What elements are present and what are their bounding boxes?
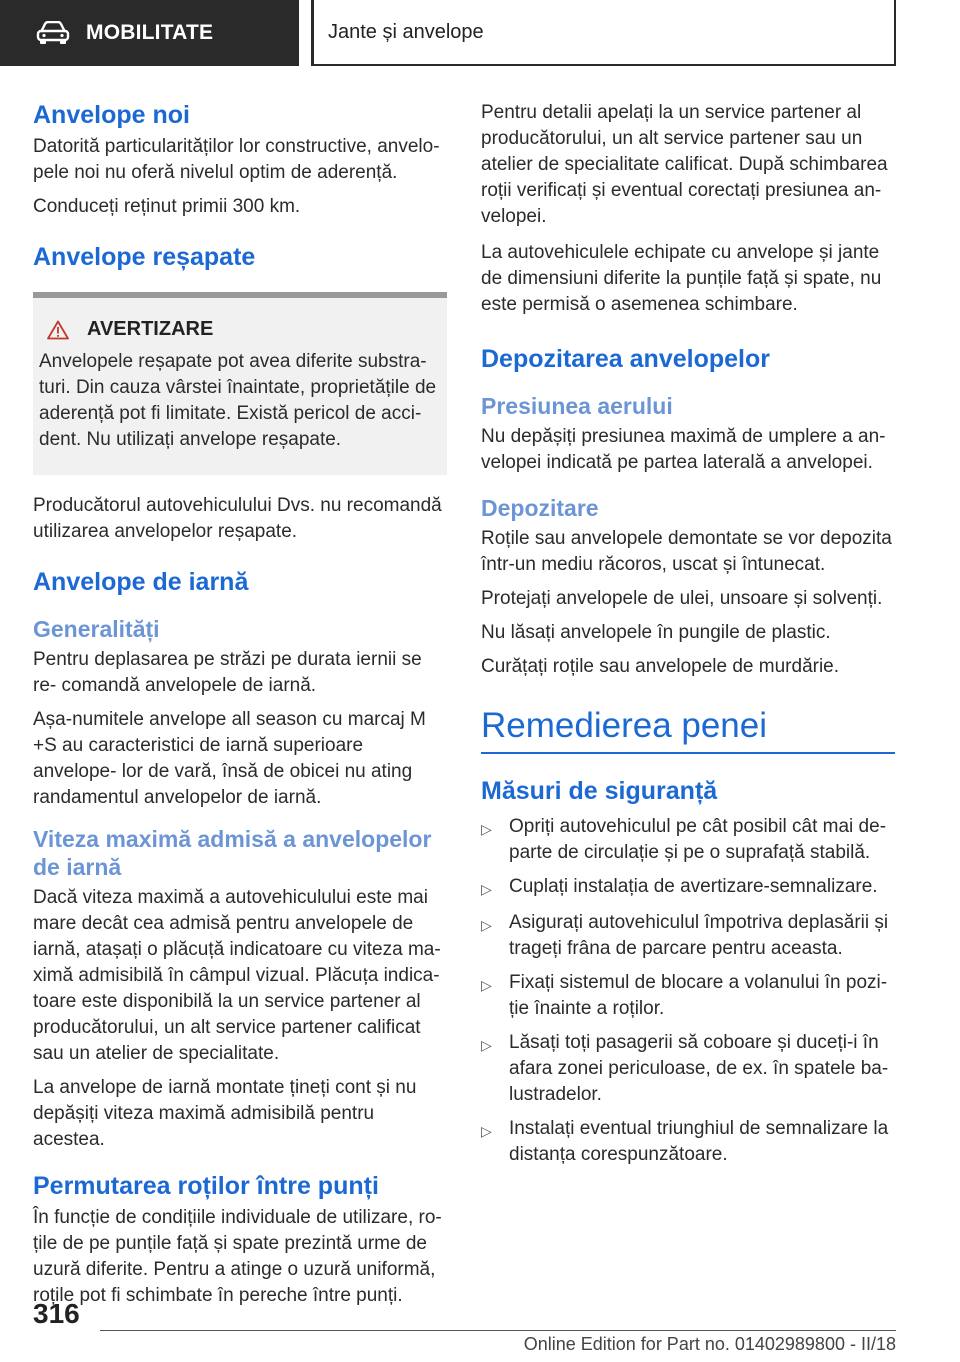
right-column	[481, 100, 895, 1176]
paragraph: Așa-numitele anvelope all season cu marcaj M +S au caracteristici de iarnă superioare anvelope- lor de vară, însă de obicei nu ating randamentul anvelopelor de iarnă.	[33, 709, 426, 808]
bullet-triangle-icon: ▷	[481, 1123, 492, 1139]
warning-title	[39, 318, 441, 341]
paragraph: În funcție de condițiile individuale de utilizare, ro- țile de pe punțile față și spate prezintă urme de uzură diferite. Pentru a atinge o uzură uniformă, roțile pot fi schimbate în pereche între punți.	[33, 1207, 442, 1306]
bullet-triangle-icon: ▷	[481, 821, 492, 837]
warning-text: Anvelopele reșapate pot avea diferite substra- turi. Din cauza vârstei înaintate, proprietățile de aderență pot fi limitate. Există pericol de acci- dent. Nu utilizați anvelope reșapate.	[39, 351, 437, 450]
list-item	[481, 1116, 895, 1168]
warning-label: AVERTIZARE	[87, 318, 214, 340]
warning-box	[33, 292, 447, 475]
chapter-title: Jante și anvelope	[328, 20, 484, 43]
car-icon	[36, 21, 70, 45]
paragraph: Datorită particularităților lor constructive, anvelo- pele noi nu oferă nivelul optim de aderență.	[33, 136, 440, 183]
list-item	[481, 1030, 895, 1108]
warning-triangle-icon	[47, 320, 69, 340]
footer-divider	[100, 1330, 896, 1331]
list-item-text: Cuplați instalația de avertizare-semnalizare.	[509, 876, 878, 897]
list-item-text: Instalați eventual triunghiul de semnalizare la distanța corespunzătoare.	[509, 1118, 889, 1165]
list-item	[481, 874, 895, 902]
list-item-text: Opriți autovehiculul pe cât posibil cât mai de- parte de circulație și pe o suprafață stabilă.	[509, 816, 887, 863]
heading-flat-tire-repair: Remedierea penei	[481, 706, 895, 754]
list-item-text: Asigurați autovehiculul împotriva deplasării și trageți frâna de parcare pentru aceasta.	[509, 912, 889, 959]
page-header	[0, 0, 960, 66]
heading-wheel-rotation: Permutarea roților între punți	[33, 1172, 379, 1200]
bullet-triangle-icon: ▷	[481, 977, 492, 993]
list-item-text: Lăsați toți pasagerii să coboare și duceți-i în afara zonei periculoase, de ex. în spatele ba- lustradelor.	[509, 1032, 889, 1105]
paragraph: Pentru deplasarea pe străzi pe durata iernii se re- comandă anvelopele de iarnă.	[33, 649, 422, 696]
paragraph: Nu depășiți presiunea maximă de umplere a an- velopei indicată pe partea laterală a anvelopei.	[481, 426, 886, 473]
paragraph: Curățați roțile sau anvelopele de murdărie.	[481, 656, 840, 677]
subheading-storage: Depozitare	[481, 495, 599, 521]
heading-tire-storage: Depozitarea anvelopelor	[481, 345, 770, 373]
paragraph: Pentru detalii apelați la un service partener al producătorului, un alt service partener sau un atelier de specialitate calificat. După schimbarea roții verificați și eventual corectați presiunea an- velopei.	[481, 102, 888, 227]
paragraph: Protejați anvelopele de ulei, unsoare și solvenți.	[481, 588, 883, 609]
list-item	[481, 814, 895, 866]
paragraph: La autovehiculele echipate cu anvelope și jante de dimensiuni diferite la punțile față și spate, nu este permisă o asemenea schimbare.	[481, 242, 882, 315]
bullet-triangle-icon: ▷	[481, 917, 492, 933]
paragraph: Dacă viteza maximă a autovehiculului este mai mare decât cea admisă pentru anvelopele de iarnă, atașați o plăcuță indicatoare cu viteza ma- ximă admisibilă în câmpul vizual. Plăcuța indica- toare este disponibilă la un service partener al producătorului, un alt service partener calificat sau un atelier de specialitate.	[33, 887, 441, 1064]
bullet-triangle-icon: ▷	[481, 881, 492, 897]
section-tab	[0, 0, 299, 66]
subheading-air-pressure: Presiunea aerului	[481, 393, 673, 419]
subheading-general: Generalități	[33, 616, 160, 642]
chapter-title-box	[311, 0, 896, 66]
safety-list	[481, 814, 895, 1168]
list-item-text: Fixați sistemul de blocare a volanului în pozi- ție înainte a roților.	[509, 972, 888, 1019]
paragraph: Conduceți reținut primii 300 km.	[33, 196, 301, 217]
heading-retreaded-tires: Anvelope reșapate	[33, 243, 256, 271]
bullet-triangle-icon: ▷	[481, 1037, 492, 1053]
page-number: 316	[33, 1298, 80, 1329]
edition-info: Online Edition for Part no. 01402989800 - II/18	[523, 1334, 896, 1354]
subheading-max-speed: Viteza maximă admisă a anvelopelor de iarnă	[33, 826, 432, 880]
list-item	[481, 970, 895, 1022]
heading-new-tires: Anvelope noi	[33, 101, 190, 129]
paragraph: Producătorul autovehiculului Dvs. nu recomandă utilizarea anvelopelor reșapate.	[33, 495, 442, 542]
paragraph: La anvelope de iarnă montate țineți cont și nu depășiți viteza maximă admisibilă pentru acestea.	[33, 1077, 417, 1150]
left-column	[33, 100, 447, 1309]
heading-winter-tires: Anvelope de iarnă	[33, 568, 249, 596]
paragraph: Nu lăsați anvelopele în pungile de plastic.	[481, 622, 831, 643]
section-label: MOBILITATE	[86, 21, 214, 44]
paragraph: Roțile sau anvelopele demontate se vor depozita într-un mediu răcoros, uscat și întunecat.	[481, 528, 892, 575]
list-item	[481, 910, 895, 962]
heading-safety-measures: Măsuri de siguranță	[481, 777, 718, 805]
